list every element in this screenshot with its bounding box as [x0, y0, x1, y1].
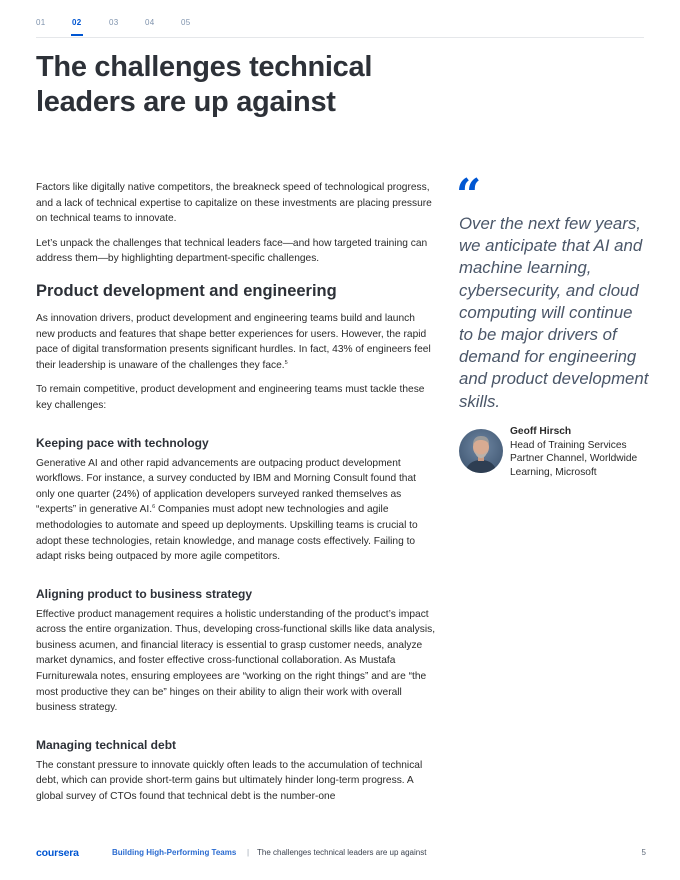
tab-04[interactable]: 04	[145, 18, 155, 27]
page-number: 5	[641, 848, 646, 857]
aligning-product-paragraph: Effective product management requires a holistic understanding of the product’s impact across the entire organization. Thus, developing cross-functional skills like data analysis, business acumen, and financial literacy is essential to grasp customer needs, analyze market dynamics, and foster effective cross-functional collaboration. As Mustafa Furniturewala notes, ensuring employees are “working on the right things” and are “the most productive they can be” hinges on their ability to align their work with overall business strategy.	[36, 608, 436, 714]
person-photo-icon	[459, 429, 503, 473]
keeping-pace-text-1: Generative AI and other rapid advancements are outpacing product development workflows. For instance, a survey conducted by IBM and Morning Consult found that only one quarter (24%) of application developers surveyed ranked themselves as “experts” in generative AI.	[36, 457, 416, 516]
tab-02[interactable]: 02	[72, 18, 82, 27]
tab-01[interactable]: 01	[36, 18, 46, 27]
tab-03[interactable]: 03	[109, 18, 119, 27]
main-content	[36, 180, 436, 814]
section-paragraph-2: To remain competitive, product development and engineering teams must tackle these key challenges:	[36, 384, 425, 411]
speaker-name: Geoff Hirsch	[510, 426, 572, 437]
avatar	[459, 429, 503, 473]
section-paragraph-text: As innovation drivers, product development and engineering teams build and launch new products and features that shape better experiences for users. However, the rapid pace of digital transformation presents significant hurdles. In fact, 43% of engineers feel their leadership is unaware of the challenges they face.	[36, 312, 431, 371]
page-footer	[36, 848, 646, 860]
technical-debt-paragraph: The constant pressure to innovate quickly often leads to the accumulation of technical debt, which can provide short-term gains but ultimately hinder long-term progress. A global survey of CTOs found that technical debt is the number-one	[36, 759, 423, 803]
coursera-logo: coursera	[36, 847, 79, 859]
keeping-pace-paragraph	[36, 456, 436, 565]
intro-paragraph-2: Let’s unpack the challenges that technical leaders face—and how targeted training can address them—by highlighting department-specific challenges.	[36, 237, 428, 265]
quote-attribution	[510, 425, 650, 479]
tab-05[interactable]: 05	[181, 18, 191, 27]
page-title: The challenges technical leaders are up against	[36, 51, 373, 118]
document-title: Building High-Performing Teams	[112, 848, 237, 857]
subheading-technical-debt: Managing technical debt	[36, 737, 177, 752]
subheading-aligning-product: Aligning product to business strategy	[36, 586, 253, 601]
section-heading: Product development and engineering	[36, 281, 337, 300]
intro-paragraph: Factors like digitally native competitors, the breakneck speed of technological progress, and a lack of technical expertise to capitalize on these investments are placing pressure on technical teams to innovate.	[36, 182, 432, 225]
subheading-keeping-pace: Keeping pace with technology	[36, 435, 209, 450]
speaker-role: Head of Training Services Partner Channel, Worldwide Learning, Microsoft	[510, 439, 638, 478]
pull-quote: Over the next few years, we anticipate that AI and machine learning, cybersecurity, and cloud computing will continue to be major drivers of demand for engineering and product development skills.	[459, 214, 649, 411]
quote-mark-icon: “	[456, 170, 482, 221]
footnote-marker: 6	[152, 504, 156, 511]
section-tabs	[36, 18, 644, 38]
footnote-marker: 5	[284, 359, 288, 366]
footer-section-name: The challenges technical leaders are up against	[257, 848, 427, 857]
keeping-pace-text-2: Companies must adopt new technologies and agile methodologies to automate and speed up deployments. Upskilling teams is crucial to adopt these technologies, retain knowledge, and manage costs effectively. Failing to adapt risks being outpaced by more agile competitors.	[36, 504, 418, 563]
section-paragraph	[36, 311, 436, 373]
footer-separator: |	[247, 848, 250, 857]
